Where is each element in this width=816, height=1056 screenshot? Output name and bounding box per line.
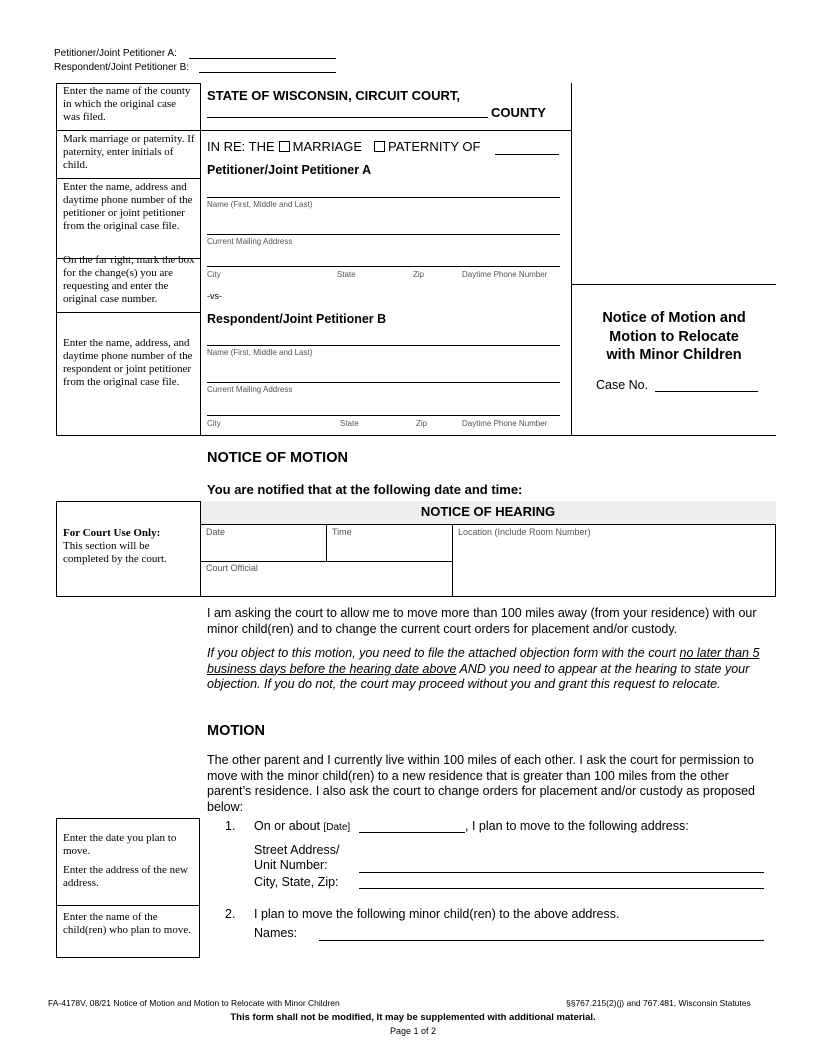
instruction-petitioner: Enter the name, address and daytime phone number of the petitioner or joint petitioner from the original case file.	[63, 181, 193, 232]
footer-notice: This form shall not be modified, It may be supplemented with additional material.	[230, 1012, 596, 1023]
respondent-name-label: Name (First, Middle and Last)	[207, 348, 313, 357]
petitioner-header-label: Petitioner/Joint Petitioner A:	[54, 48, 177, 59]
petitioner-heading: Petitioner/Joint Petitioner A	[207, 163, 372, 177]
respondent-header-label: Respondent/Joint Petitioner B:	[54, 62, 190, 73]
street-address-field[interactable]	[359, 872, 764, 873]
child-names-field[interactable]	[319, 940, 764, 941]
item1-date-label: [Date]	[323, 822, 351, 833]
petitioner-city-field[interactable]	[207, 266, 560, 267]
court-use-title: For Court Use Only:	[63, 527, 161, 539]
marriage-checkbox[interactable]	[279, 141, 290, 152]
item1-line	[254, 819, 350, 836]
petitioner-name-field[interactable]	[207, 197, 560, 198]
in-re-label: IN RE: THE	[207, 139, 275, 154]
hearing-title: NOTICE OF HEARING	[420, 504, 556, 519]
respondent-phone-label: Daytime Phone Number	[462, 419, 548, 428]
court-official-label: Court Official	[206, 563, 258, 573]
petitioner-phone-label: Daytime Phone Number	[462, 270, 548, 279]
petitioner-address-field[interactable]	[207, 234, 560, 235]
names-label: Names:	[254, 926, 298, 940]
instruction-children: Enter the name of the child(ren) who plan to move.	[63, 911, 191, 936]
petitioner-header-field[interactable]	[189, 58, 336, 59]
form-title	[574, 309, 774, 365]
item2-number: 2.	[225, 907, 236, 921]
case-number-label: Case No.	[596, 378, 649, 392]
objection-text-1: If you object to this motion, you need to file the attached objection form with the court	[207, 646, 680, 660]
respondent-city-label: City	[207, 419, 221, 428]
item1-text-a: On or about	[254, 819, 321, 833]
move-date-field[interactable]	[359, 832, 465, 833]
notified-text: You are notified that at the following date and time:	[207, 482, 523, 497]
instruction-box: On the far right, mark the box for the change(s) you are requesting and enter the original case number.	[63, 254, 195, 305]
objection-deadline: no later than 5 business days before the hearing date above	[207, 646, 760, 676]
respondent-state-label: State	[340, 419, 359, 428]
footer-page: Page 1 of 2	[389, 1026, 437, 1036]
item1-text-b: , I plan to move to the following address:	[465, 819, 689, 833]
objection-text-2: AND you need to appear at the hearing to state your objection. If you do not, the court may proceed without you and grant this request to relocate.	[207, 661, 750, 691]
in-re-line	[207, 139, 480, 154]
petitioner-state-label: State	[337, 270, 356, 279]
paternity-initials-field[interactable]	[495, 154, 559, 155]
court-use-text: This section will be completed by the court.	[63, 540, 167, 565]
form-title-line1: Notice of Motion and	[602, 310, 746, 326]
respondent-city-field[interactable]	[207, 415, 560, 416]
unit-number-label: Unit Number:	[254, 858, 328, 872]
marriage-label: MARRIAGE	[292, 139, 363, 154]
instruction-respondent: Enter the name, address, and daytime phone number of the respondent or joint petitioner from the original case file.	[63, 337, 193, 388]
instruction-marriage: Mark marriage or paternity. If paternity, enter initials of child.	[63, 133, 195, 171]
petitioner-zip-label: Zip	[413, 270, 425, 279]
city-state-zip-field[interactable]	[359, 888, 764, 889]
footer-statutes: §§767.215(2)(j) and 767.481, Wisconsin Statutes	[566, 998, 751, 1008]
petitioner-city-label: City	[207, 270, 221, 279]
instruction-date-plan: Enter the date you plan to move.	[63, 832, 177, 857]
county-field[interactable]	[207, 117, 488, 118]
hearing-location-label: Location (Include Room Number)	[458, 527, 591, 537]
paternity-checkbox[interactable]	[374, 141, 385, 152]
state-court-heading: STATE OF WISCONSIN, CIRCUIT COURT,	[207, 88, 461, 103]
respondent-address-field[interactable]	[207, 382, 560, 383]
hearing-date-label: Date	[206, 527, 226, 537]
form-title-line2: Motion to Relocate	[609, 328, 739, 345]
petitioner-name-label: Name (First, Middle and Last)	[207, 200, 313, 209]
instruction-new-address: Enter the address of the new address.	[63, 864, 188, 889]
court-use-block	[63, 527, 195, 566]
respondent-header-field[interactable]	[199, 72, 336, 73]
hearing-time-label: Time	[332, 527, 352, 537]
form-title-line3: with Minor Children	[606, 347, 742, 363]
footer-form-id: FA-4178V, 08/21 Notice of Motion and Motion to Relocate with Minor Children	[48, 998, 340, 1008]
city-state-zip-label: City, State, Zip:	[254, 875, 339, 889]
case-number-field[interactable]	[655, 391, 758, 392]
versus-label: -vs-	[207, 291, 222, 301]
county-label: COUNTY	[491, 105, 546, 120]
respondent-address-label: Current Mailing Address	[207, 385, 293, 394]
item2-text: I plan to move the following minor child(ren) to the above address.	[254, 907, 620, 921]
item1-number: 1.	[225, 819, 236, 833]
respondent-zip-label: Zip	[416, 419, 428, 428]
respondent-name-field[interactable]	[207, 345, 560, 346]
petitioner-address-label: Current Mailing Address	[207, 237, 293, 246]
motion-heading: MOTION	[207, 723, 265, 739]
objection-paragraph	[207, 646, 769, 693]
paternity-label: PATERNITY OF	[388, 139, 481, 154]
motion-intro: The other parent and I currently live within 100 miles of each other. I ask the court for permission to move with the minor child(ren) to a new residence that is greater than 100 miles from the other parent’s residence. I also ask the court to change orders for placement and/or custody as proposed below:	[207, 753, 756, 814]
instruction-county: Enter the name of the county in which the original case was filed.	[63, 85, 191, 123]
notice-heading: NOTICE OF MOTION	[207, 450, 348, 466]
street-address-label: Street Address/	[254, 843, 340, 857]
asking-paragraph: I am asking the court to allow me to move more than 100 miles away (from your residence) with our minor child(ren) and to change the current court orders for placement and/or custody.	[207, 606, 757, 636]
respondent-heading: Respondent/Joint Petitioner B	[207, 312, 387, 326]
